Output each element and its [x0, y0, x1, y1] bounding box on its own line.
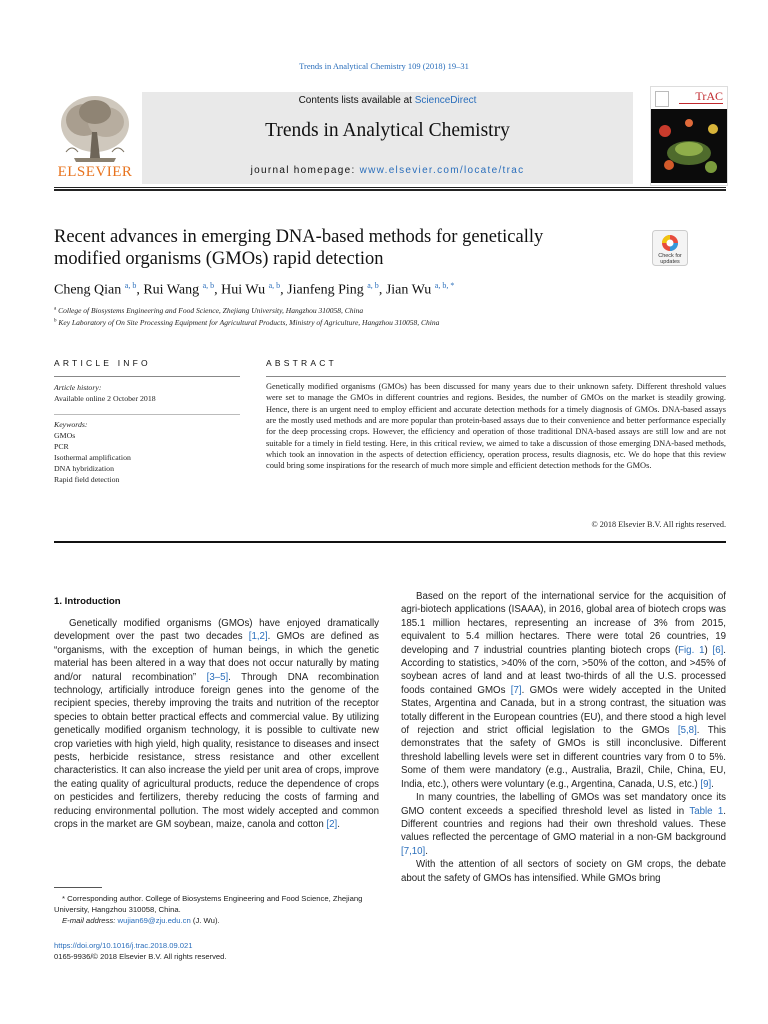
citation-link[interactable]: [5,8] [677, 725, 697, 737]
citation-link[interactable]: [6] [712, 644, 724, 656]
author-name: Hui Wu [221, 282, 269, 298]
author-affiliation-link[interactable]: a, b [268, 281, 281, 290]
body-text: . [711, 778, 714, 790]
body-text: In many countries, the labelling of GMOs was set mandatory once its GMO content exceeds a specified threshold level as listed in [401, 792, 726, 817]
citation-link[interactable]: [1,2] [248, 631, 268, 643]
author-affiliation-link[interactable]: a, b, * [434, 281, 455, 290]
front-matter-rule [54, 541, 726, 543]
author-name: Jian Wu [385, 282, 435, 298]
body-text: . GMOs were widely accepted in the United States, Argentina and Canada, but in a strong contrast, the situation was totally different in the European countries (EU), and there stood a high level of rejection and strict official legislation to the GMOs [401, 684, 726, 737]
author-separator: , [280, 282, 288, 298]
header-rule-thick [54, 189, 726, 191]
abstract-text: Genetically modified organisms (GMOs) has been discussed for many years due to their unknown safety. Different threshold values were set to manage the GMOs in different countries and regions. Besides, the number of GMOs on the market is steadily growing. Hence, there is an urgent need to employ efficient and accurate detection methods for a timely diagnosis of GMOs. DNA-based assays are the mostly used methods and are more popular than protein-based assays due to their convenience and better performance especially for the deep processing crops. However, the efficiency and operation of those traditional DNA-based assays are still low and are not suitable for a timely in field testing. Here, in this critical review, we aimed to take a discussion of those emerging DNA-based methods, which took an innovation in the aspects of detection efficiency, operation process, results diagnosis, etc. We do hope that this review could bring some inspirations for the research of much more simple and efficient detection methods for the GMOs. [266, 382, 726, 471]
body-text: Genetically modified organisms (GMOs) have enjoyed dramatically development over the past two decades [54, 618, 379, 643]
doi-block [54, 940, 226, 962]
keyword-item: GMOs [54, 431, 76, 440]
keyword-item: PCR [54, 442, 69, 451]
journal-banner [142, 92, 633, 184]
citation-link[interactable]: [7] [510, 684, 522, 696]
contents-line: Contents lists available at ScienceDirect [298, 95, 477, 106]
cover-art-icon [651, 109, 727, 183]
body-text: With the attention of all sectors of society on GM crops, the debate about the safety of GMOs has intensified. While GMOs bring [401, 859, 726, 884]
body-text: . [337, 819, 340, 831]
sciencedirect-link[interactable]: ScienceDirect [414, 95, 477, 106]
author-name: Cheng Qian [54, 282, 125, 298]
paragraph [401, 590, 726, 791]
journal-citation[interactable]: Trends in Analytical Chemistry 109 (2018) 19–31 [299, 61, 469, 71]
abstract-rule [266, 376, 726, 377]
corresponding-author-note: * Corresponding author. College of Biosystems Engineering and Food Science, Zhejiang University, Hangzhou 310058, China. [54, 894, 363, 914]
citation-link[interactable]: [2] [326, 819, 338, 831]
affiliation-a: $^a$ College of Biosystems Engineering and Food Science, Zhejiang University, Hangzhou 310058, China [54, 306, 364, 315]
article-history-rule [54, 414, 240, 415]
article-info-rule [54, 376, 240, 377]
issn-line: 0165-9936/© 2018 Elsevier B.V. All rights reserved. [54, 952, 227, 961]
citation-link[interactable]: Table 1 [689, 805, 724, 817]
trac-logo: TrAC [695, 89, 723, 103]
footnote [54, 893, 379, 926]
body-text: Based on the report of the international service for the acquisition of agri-biotech applications (ISAAA), in 2016, global area of biotech crops was 185.1 million hectares, representing an increase of 3% from 2015, equivalent to 5.4 million hectares. There were total 26 countries, 19 developing and 7 industrial countries planting biotech crops ( [401, 591, 726, 656]
keyword-item: Isothermal amplification [54, 453, 131, 462]
cover-divider [679, 103, 723, 104]
body-text: . GMOs are defined as “organisms, with the exception of human beings, in which the genetic material has been altered in a way that does not occur naturally by mating and/or natural recombination” [54, 631, 379, 683]
author-affiliation-link[interactable]: a, b [367, 281, 379, 290]
journal-homepage: journal homepage: www.elsevier.com/locate/trac [250, 165, 525, 176]
keyword-item: DNA hybridization [54, 464, 114, 473]
citation-link[interactable]: [3–5] [206, 671, 229, 683]
paragraph [401, 791, 726, 858]
section-heading-introduction: 1. Introduction [54, 596, 121, 607]
email-line: E-mail address: wujian69@zju.edu.cn (J. Wu). [62, 916, 220, 925]
abstract-copyright: © 2018 Elsevier B.V. All rights reserved. [591, 520, 726, 529]
left-column [54, 617, 379, 832]
journal-title: Trends in Analytical Chemistry [265, 120, 510, 141]
header-rule [54, 187, 726, 188]
author-separator: , [214, 282, 222, 298]
citation-link[interactable]: [9] [700, 778, 712, 790]
elsevier-wordmark: ELSEVIER [57, 164, 133, 180]
body-text: . This demonstrates that the safety of GMOs is still inconclusive. Different threshold labelling levels were set in different countries vary from 0 to 5%. Some of them were mandatory (e.g., Australia, Brazil, Chile, China, EU, India, etc.), others were voluntary (e.g., Argentina, Canada, U.S, etc.) [401, 725, 726, 790]
doi-link[interactable]: https://doi.org/10.1016/j.trac.2018.09.021 [54, 941, 193, 950]
author-affiliation-link[interactable]: a, b [202, 281, 215, 290]
keyword-item: Rapid field detection [54, 475, 120, 484]
paragraph [54, 617, 379, 832]
keywords-block: Keywords: GMOs PCR Isothermal amplification DNA hybridization Rapid field detection [54, 419, 240, 485]
email-link[interactable]: wujian69@zju.edu.cn [117, 916, 191, 925]
body-text: . According to statistics, >40% of the corn, >50% of the cotton, and >45% of soybean acres of land and at least two-thirds of all the U.S. processed foods contained GMOs [401, 644, 726, 696]
check-for-updates-button[interactable]: Check for updates [652, 230, 688, 266]
author-name: Rui Wang [143, 282, 203, 298]
elsevier-logo [54, 92, 136, 182]
citation-link[interactable]: Fig. 1 [678, 644, 705, 656]
abstract-heading: ABSTRACT [266, 358, 337, 368]
article-history: Article history: Available online 2 October 2018 [54, 383, 156, 403]
article-title: Recent advances in emerging DNA-based methods for genetically modified organisms (GMOs) rapid detection [54, 227, 544, 269]
body-text: . Different countries and regions had their own threshold values. These values reflected the percentage of GMO material in a non-GM background [401, 805, 726, 844]
author-affiliation-link[interactable]: a, b [124, 281, 137, 290]
body-text: . [425, 845, 428, 857]
footnote-rule [54, 887, 102, 888]
author-list [54, 281, 454, 299]
citation-link[interactable]: [7,10] [401, 845, 426, 857]
affiliation-b: $^b$ Key Laboratory of On Site Processing Equipment for Agricultural Products, Ministry of Agriculture, Hangzhou 310058, China [54, 318, 440, 327]
author-separator: , [378, 282, 386, 298]
body-text: . Through DNA recombination technology, artificially introduce foreign genes into the genome of the recipient species, thereby improving the traits and nutrition of the receptor species to obtain better practical effects and commercial value. By utilizing genetically modified organism technology, it is possible to cultivate new crop varieties with high yield, high quality, resistance to diseases and insect pests, herbicide resistance, stress resistance and other excellent characteristics. It can also increase the yield per unit area of crops, improve the eating quality of agricultural products, reduce the dependence of crops on pesticides and fertilizers, thereby reducing the costs of farming and reducing environmental pollution. The most widely accepted and common crops in the market are GM soybean, maize, canola and cotton [54, 671, 379, 831]
journal-cover[interactable] [650, 86, 728, 186]
author-separator: , [136, 282, 144, 298]
cover-emblem-icon [655, 91, 669, 107]
right-column [401, 590, 726, 885]
paragraph [401, 858, 726, 885]
homepage-link[interactable]: www.elsevier.com/locate/trac [359, 165, 525, 176]
body-text: ) [704, 644, 713, 656]
article-info-heading: ARTICLE INFO [54, 358, 151, 368]
author-name: Jianfeng Ping [287, 282, 368, 298]
